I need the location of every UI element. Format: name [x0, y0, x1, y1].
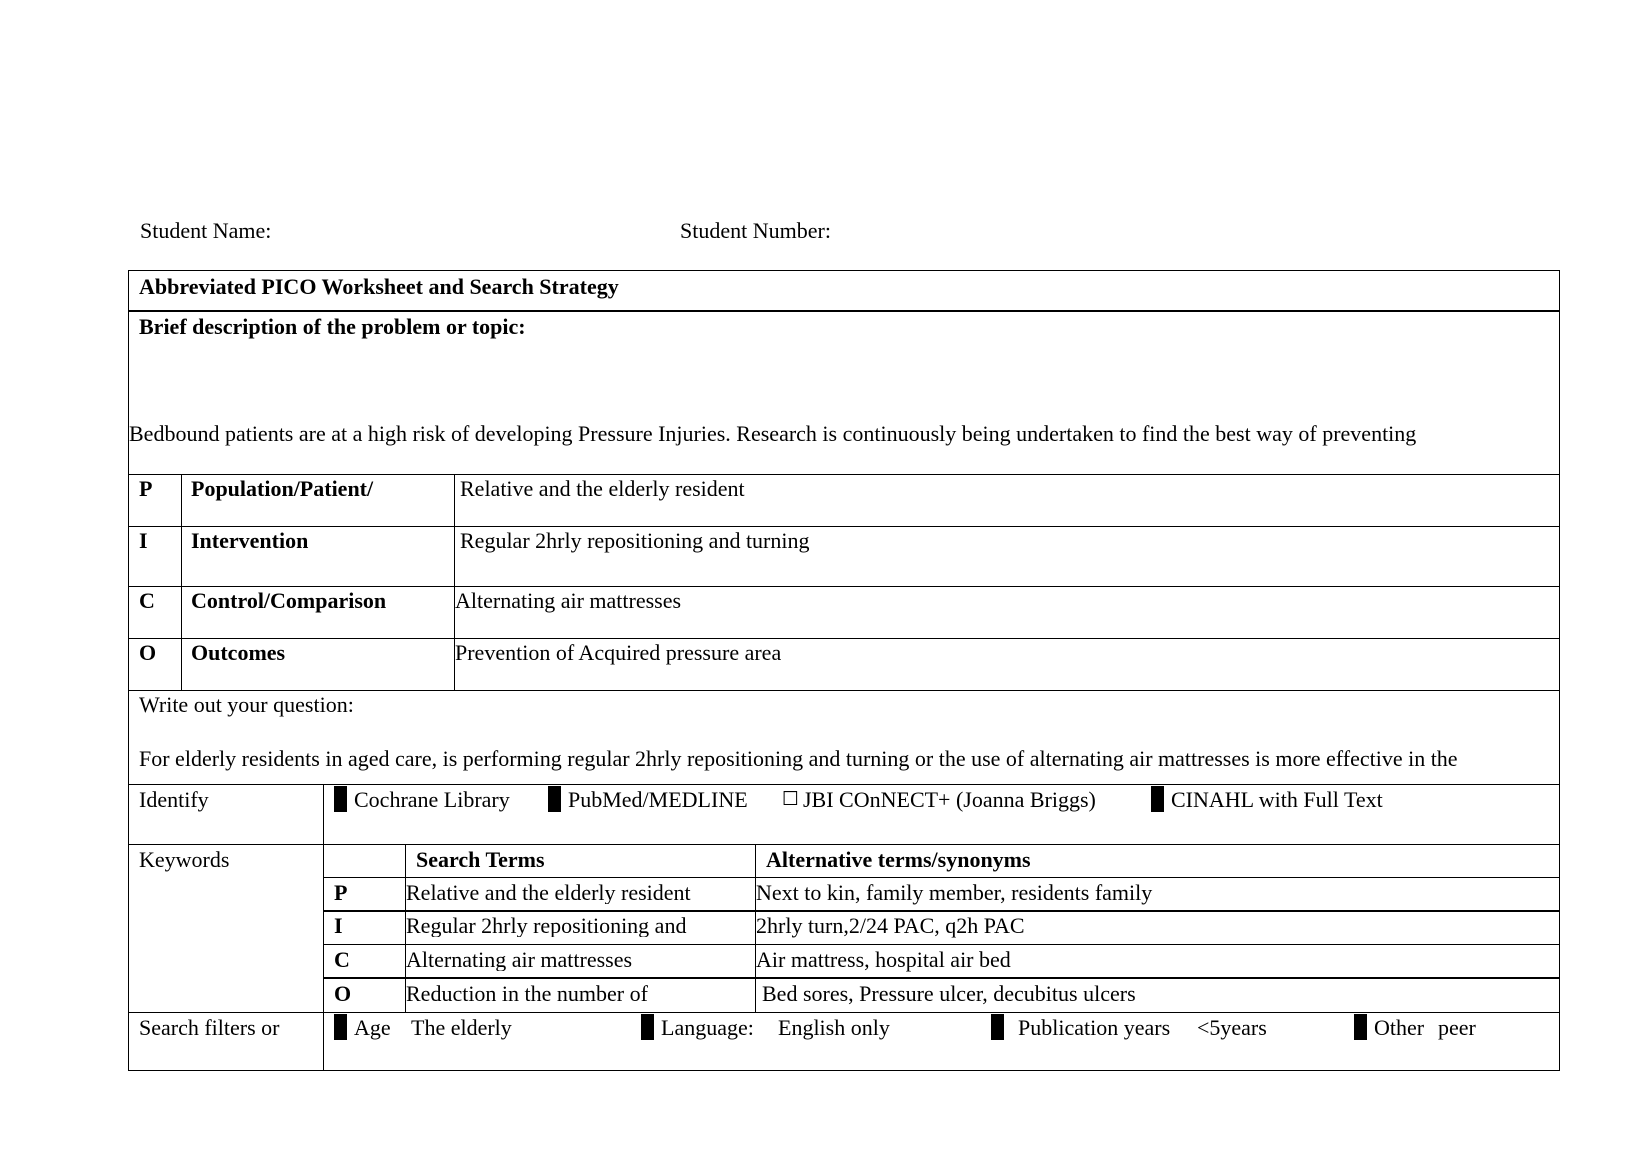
database-cinahl: CINAHL with Full Text	[1171, 787, 1383, 812]
pico-value: Regular 2hrly repositioning and turning	[460, 528, 810, 553]
keywords-label: Keywords	[139, 847, 230, 872]
pico-label: Control/Comparison	[191, 588, 387, 613]
pico-label: Population/Patient/	[191, 476, 374, 501]
identify-label: Identify	[139, 787, 209, 812]
keyword-term: Regular 2hrly repositioning and	[406, 915, 687, 937]
search-filters-label: Search filters or	[139, 1015, 280, 1040]
pico-label: Outcomes	[191, 640, 286, 665]
keyword-letter: C	[334, 947, 350, 972]
pico-letter: I	[139, 528, 148, 553]
question-label: Write out your question:	[139, 692, 354, 717]
pico-label: Intervention	[191, 528, 309, 553]
pico-letter: P	[139, 476, 153, 501]
keyword-letter: I	[334, 913, 343, 938]
filter-language-name: Language:	[661, 1015, 754, 1040]
keyword-term: Relative and the elderly resident	[406, 882, 691, 904]
pico-value: Prevention of Acquired pressure area	[455, 640, 782, 665]
keyword-alternative: 2hrly turn,2/24 PAC, q2h PAC	[756, 913, 1025, 938]
search-terms-header: Search Terms	[416, 847, 545, 872]
cochrane-checkbox[interactable]	[334, 786, 347, 812]
pico-letter: C	[139, 588, 155, 613]
language-filter-checkbox[interactable]	[641, 1014, 654, 1040]
keyword-letter: O	[334, 981, 352, 1006]
database-jbi: JBI COnNECT+ (Joanna Briggs)	[803, 787, 1096, 812]
publication-years-checkbox[interactable]	[991, 1014, 1004, 1040]
student-number-label: Student Number:	[680, 218, 831, 243]
keyword-term: Reduction in the number of	[406, 983, 648, 1005]
filter-age-value: The elderly	[411, 1015, 512, 1040]
other-filter-checkbox[interactable]	[1354, 1014, 1367, 1040]
pico-value: Relative and the elderly resident	[460, 476, 745, 501]
student-name-label: Student Name:	[140, 218, 272, 243]
keyword-term: Alternating air mattresses	[406, 949, 633, 971]
filter-publication-value: <5years	[1197, 1015, 1267, 1040]
filter-other-value: peer	[1438, 1015, 1476, 1040]
age-filter-checkbox[interactable]	[334, 1014, 347, 1040]
filter-publication-name: Publication years	[1018, 1015, 1171, 1040]
alternative-terms-header: Alternative terms/synonyms	[766, 847, 1031, 872]
jbi-checkbox[interactable]: ☐	[782, 788, 800, 810]
pubmed-checkbox[interactable]	[548, 786, 561, 812]
pico-value: Alternating air mattresses	[455, 588, 682, 613]
question-text: For elderly residents in aged care, is performing regular 2hrly repositioning and turning or the use of alternating air mattresses is more effective in the	[139, 746, 1458, 771]
keyword-letter: P	[334, 880, 348, 905]
database-pubmed: PubMed/MEDLINE	[568, 787, 748, 812]
keyword-alternative: Air mattress, hospital air bed	[756, 947, 1011, 972]
keyword-alternative: Bed sores, Pressure ulcer, decubitus ulcers	[762, 981, 1136, 1006]
filter-other-name: Other	[1374, 1015, 1425, 1040]
filter-age-name: Age	[354, 1015, 391, 1040]
worksheet-title: Abbreviated PICO Worksheet and Search Strategy	[139, 274, 619, 299]
brief-description-text: Bedbound patients are at a high risk of developing Pressure Injuries. Research is continuously being undertaken to find the best way of preventing	[129, 421, 1417, 446]
database-cochrane: Cochrane Library	[354, 787, 510, 812]
pico-letter: O	[139, 640, 157, 665]
filter-language-value: English only	[778, 1015, 890, 1040]
keyword-alternative: Next to kin, family member, residents family	[756, 880, 1153, 905]
cinahl-checkbox[interactable]	[1151, 786, 1164, 812]
brief-description-label: Brief description of the problem or topic:	[139, 314, 526, 339]
